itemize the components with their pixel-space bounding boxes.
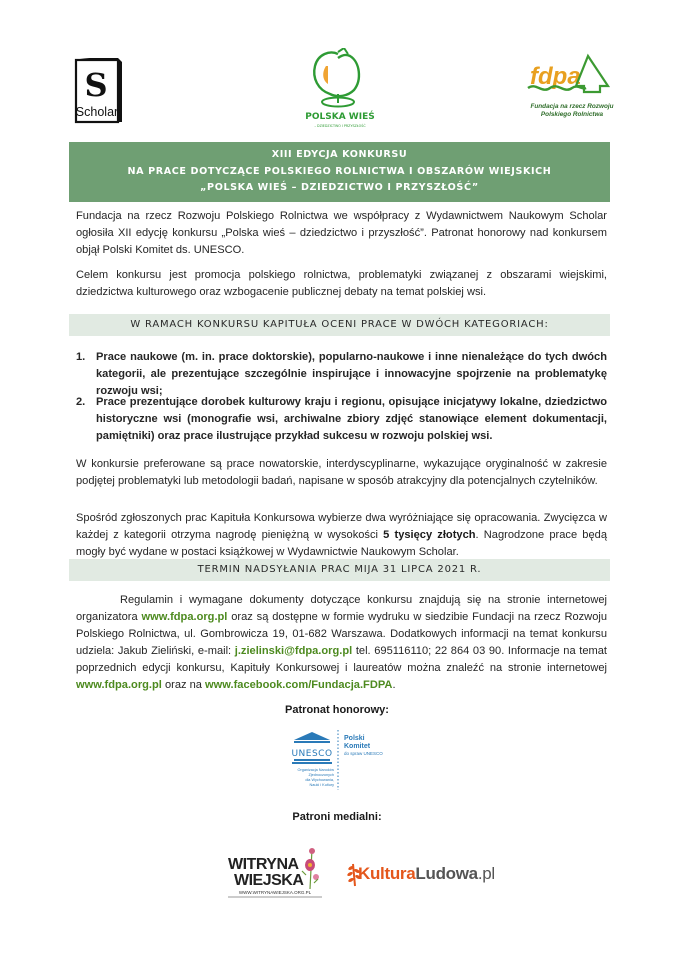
facebook-link[interactable]: www.facebook.com/Fundacja.FDPA [205,679,393,691]
contact-text: oraz na [161,679,206,691]
flower-icon [302,848,319,889]
apple-logo-icon [290,48,390,130]
website-link-2[interactable]: www.fdpa.org.pl [76,679,162,691]
unesco-temple-logo-icon [284,728,394,790]
svg-text:WIEJSKA: WIEJSKA [234,872,304,889]
preferences-paragraph: W konkursie preferowane są prace nowatorskie, interdyscyplinarne, wykazujące oryginalność w zakresie podjętej problematyki lub metodologii badań, napisane w sposób atrakcyjny dla potencjalnych czytelników. [76,458,607,487]
contact-text: . [392,679,396,691]
svg-text:S: S [84,66,108,104]
svg-text:fdpa: fdpa [530,63,581,90]
scholar-logo [74,54,126,124]
unesco-logo [284,728,394,790]
media-patrons-label: Patroni medialni: [292,811,382,823]
svg-text:Polskiego Rolnictwa: Polskiego Rolnictwa [540,111,604,118]
scholar-book-logo-icon [74,54,126,124]
categories-heading: W RAMACH KONKURSU KAPITUŁA OCENI PRACE W DWÓCH KATEGORIACH: [69,314,610,336]
contact-paragraph [76,592,607,694]
polska-wies-logo [290,48,390,130]
svg-text:Zjednoczonych: Zjednoczonych [308,773,334,777]
svg-text:Nauki i Kultury: Nauki i Kultury [309,783,334,787]
svg-text:POLSKA WIEŚ: POLSKA WIEŚ [305,112,375,122]
list-number: 1. [76,351,86,363]
deadline-heading: TERMIN NADSYŁANIA PRAC MIJA 31 LIPCA 2021 R. [69,559,610,581]
fdpa-logo [524,52,620,124]
contact-text: Regulamin i wymagane dokumenty dotyczące konkursu znajdują się na stronie internetowej organizatora [76,594,607,623]
svg-text:Komitet: Komitet [344,743,371,750]
category-text: Prace prezentujące dorobek kulturowy kraju i regionu, opisujące inicjatywy lokalne, dziedzictwo historyczne wsi (monografie wsi, archiwalne zbiory zdjęć stanowiące element dokumentacji, pamiętniki) oraz prace ilustrujące przykład sukcesu w rozwoju polskiej wsi. [96,396,607,442]
kultura-part: Kultura [358,864,416,883]
fdpa-house-logo-icon [524,52,620,124]
witryna-wiejska-logo-graphic [226,845,326,903]
svg-text:Fundacja na rzecz Rozwoju: Fundacja na rzecz Rozwoju [530,103,614,110]
banner-contest-name: „POLSKA WIEŚ – DZIEDZICTWO I PRZYSZŁOŚĆ” [200,182,479,193]
svg-text:Organizacja Narodów: Organizacja Narodów [297,768,334,772]
category-item [76,349,607,400]
banner-subject: NA PRACE DOTYCZĄCE POLSKIEGO ROLNICTWA I OBSZARÓW WIEJSKICH [127,165,552,177]
svg-text:Polski: Polski [344,735,365,742]
kultura-ludowa-wordmark [358,864,495,884]
contact-text: tel. 695116110; 22 864 03 90. Informacje na temat poprzednich edycji konkursu, Kapituły Konkursowej i laureatów można znaleźć na stronie internetowej [76,645,607,674]
prize-text: Spośród zgłoszonych prac Kapituła Konkursowa wybierze dwa wyróżniające się opracowania. Zwycięzca w każdej z kategorii otrzyma nagrodę pieniężną w wysokości [76,512,607,541]
prize-amount: 5 tysięcy złotych [383,529,476,541]
svg-text:WITRYNA: WITRYNA [228,856,299,873]
svg-text:Scholar: Scholar [75,105,119,119]
goal-paragraph: Celem konkursu jest promocja polskiego rolnictwa, problematyki związanej z obszarami wiejskimi, dziedzictwa kulturowego oraz wzbogacenie publicznej debaty na temat polskiej wsi. [76,269,607,298]
prize-text-after: . Nagrodzone prace będą mogły być wydane w postaci książkowej w Wydawnictwie Naukowym Scholar. [76,529,607,558]
witryna-wiejska-logo [226,845,326,903]
svg-text:UNESCO: UNESCO [291,749,333,759]
honorary-patronage-label: Patronat honorowy: [285,704,389,716]
website-link[interactable]: www.fdpa.org.pl [141,611,228,623]
title-banner [69,142,610,202]
svg-text:do spraw UNESCO: do spraw UNESCO [344,751,383,756]
ludowa-part: Ludowa [415,864,478,883]
category-text: Prace naukowe (m. in. prace doktorskie), popularno-naukowe i inne nienależące do tych dwóch kategorii, ale prezentujące szczególnie inspirujące i innowacyjne spojrzenie na problematykę rozwoju wsi; [96,351,607,397]
svg-text:dla Wychowania,: dla Wychowania, [305,778,334,782]
svg-text:– DZIEDZICTWO I PRZYSZŁOŚĆ: – DZIEDZICTWO I PRZYSZŁOŚĆ [314,124,366,128]
category-item [76,394,607,445]
list-number: 2. [76,396,86,408]
intro-paragraph: Fundacja na rzecz Rozwoju Polskiego Rolnictwa we współpracy z Wydawnictwem Naukowym Scholar ogłosiła XII edycję konkursu „Polska wieś – dziedzictwo i przyszłość”. Patronat honorowy nad konkursem objął Polski Komitet ds. UNESCO. [76,210,607,256]
svg-text:WWW.WITRYNAWIEJSKA.ORG.PL: WWW.WITRYNAWIEJSKA.ORG.PL [238,890,312,895]
contact-text: oraz są dostępne w formie wydruku w siedzibie Fundacji na rzecz Rozwoju Polskiego Rolnictwa, ul. Gombrowicza 19, 01-682 Warszawa. Dodatkowych informacji na temat konkursu udziela: Jakub Zieliński, e-mail: [76,611,607,657]
prize-paragraph [76,510,607,561]
domain-part: .pl [477,864,495,883]
banner-edition: XIII EDYCJA KONKURSU [271,149,408,160]
email-link[interactable]: j.zielinski@fdpa.org.pl [234,645,353,657]
kultura-ludowa-logo [346,860,495,888]
